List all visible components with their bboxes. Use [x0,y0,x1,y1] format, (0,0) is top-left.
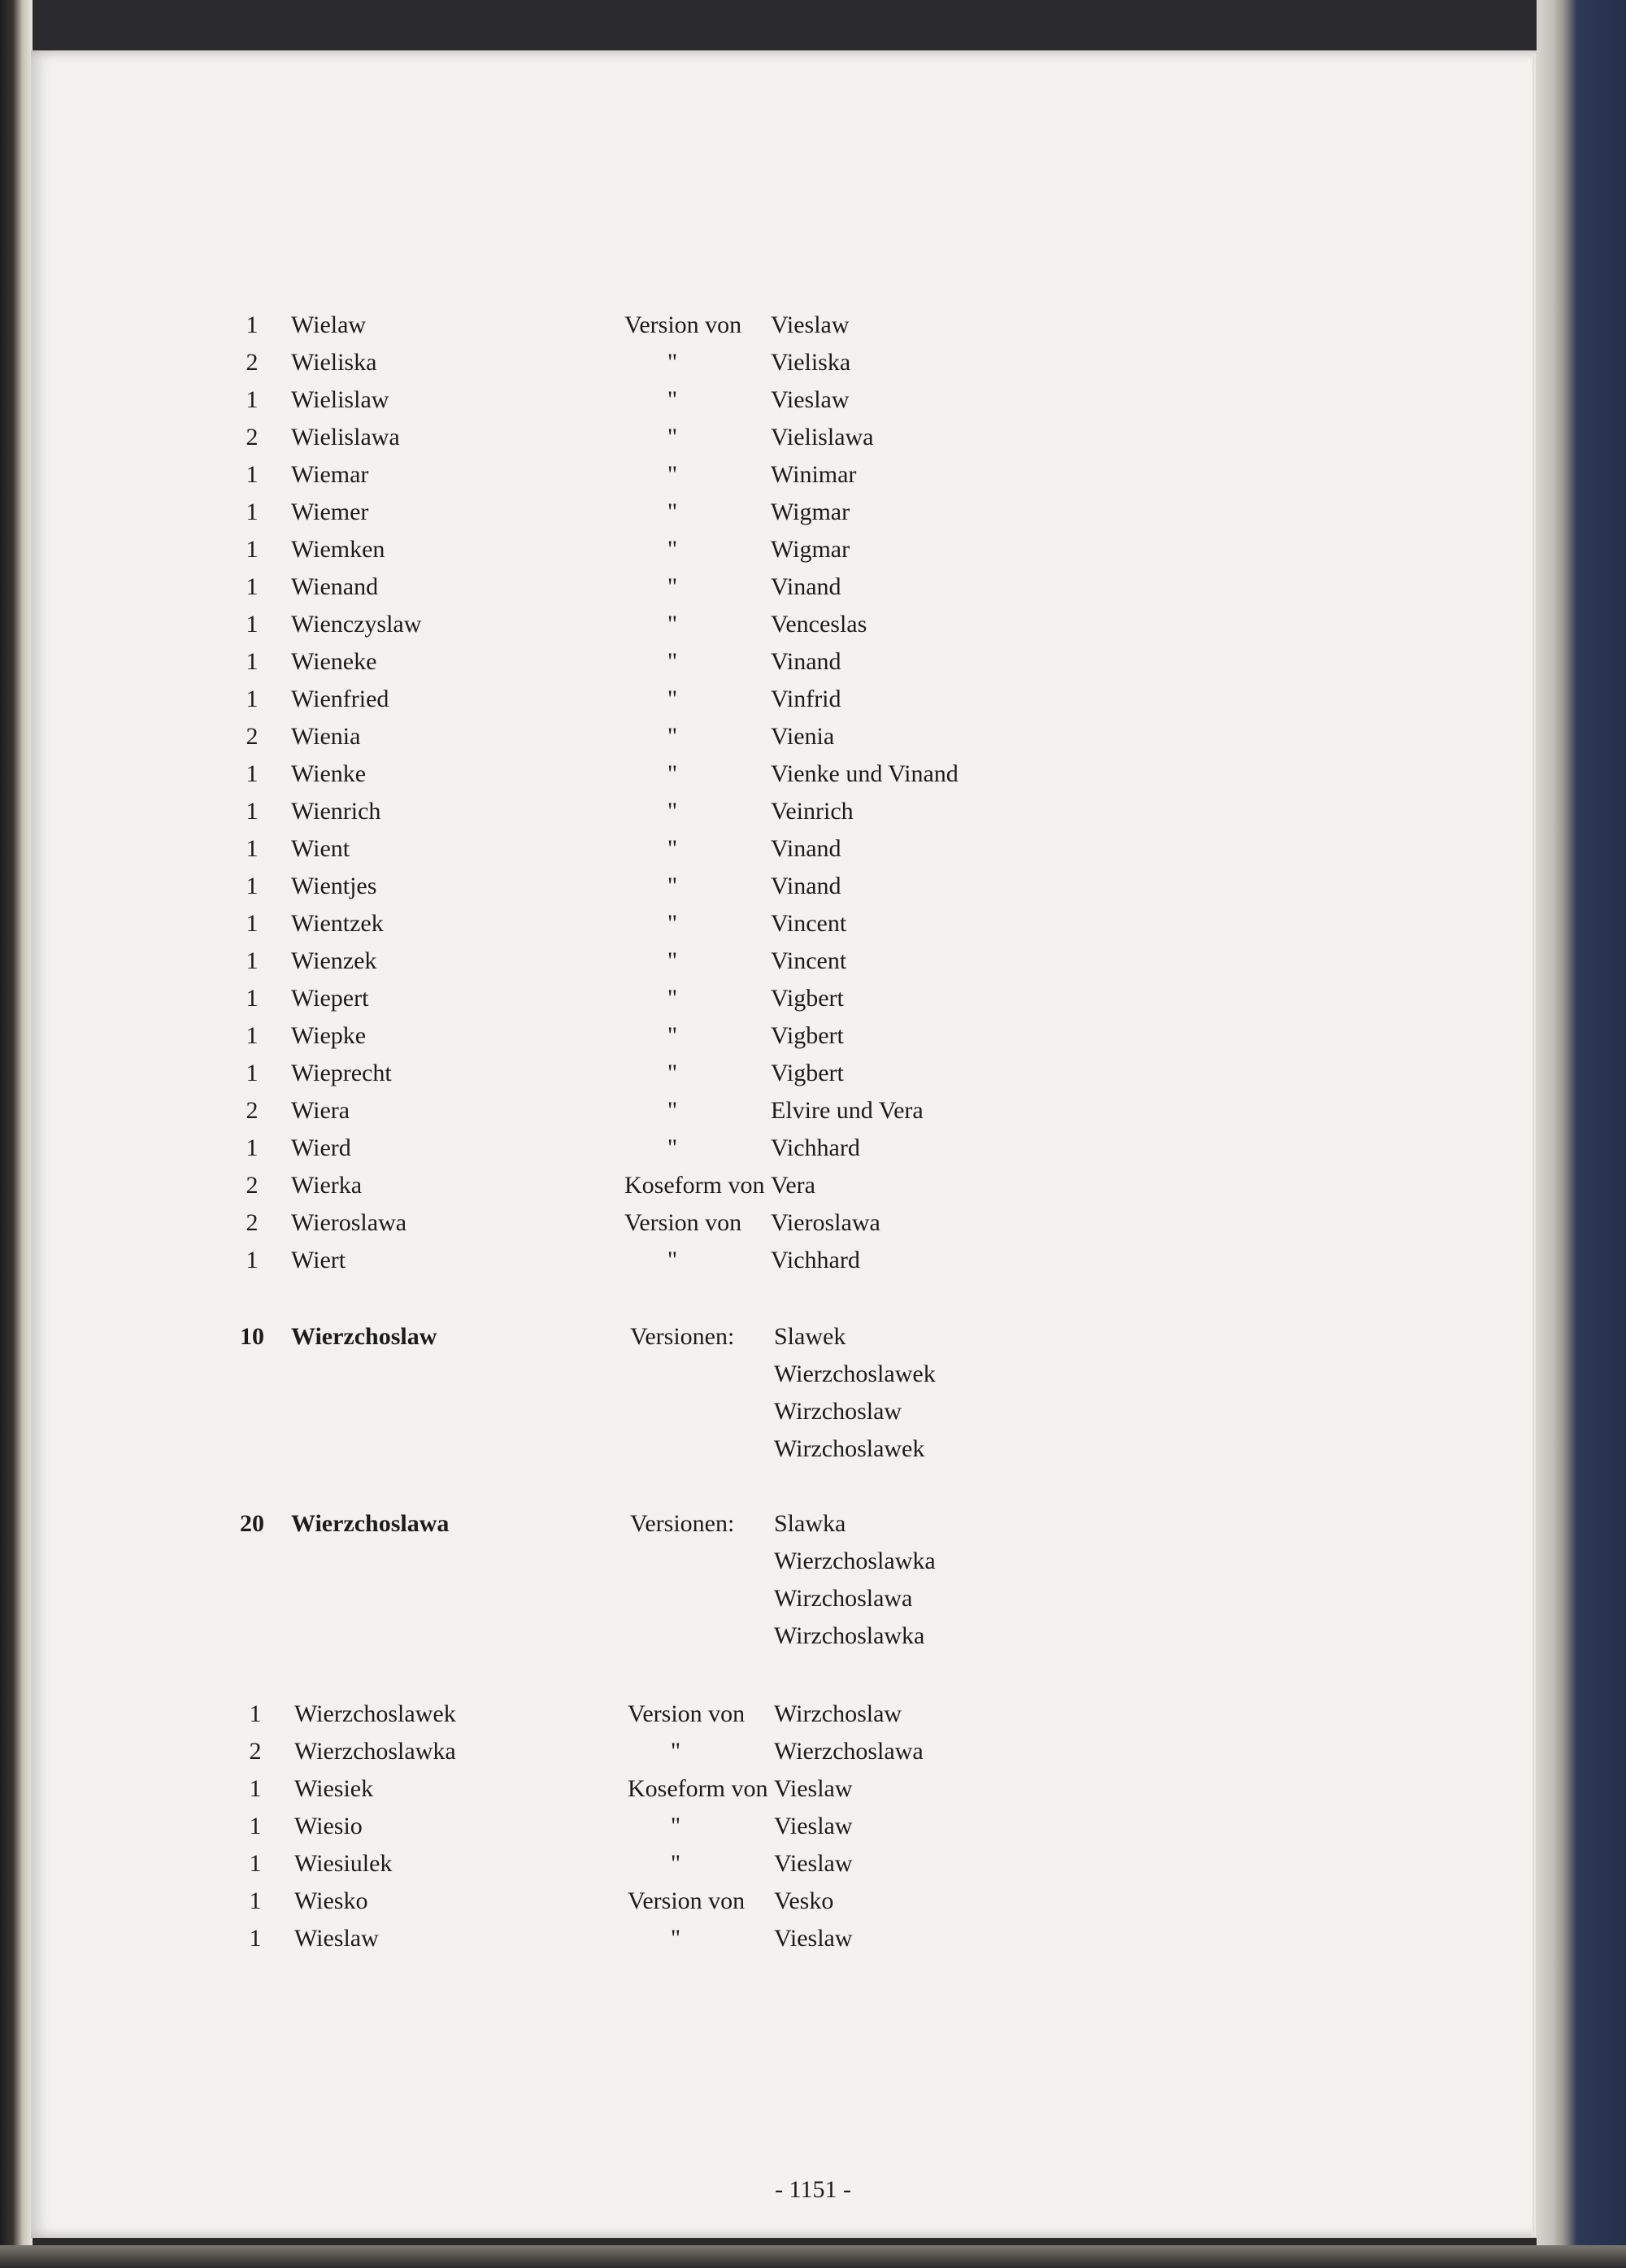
entry-count: 1 [246,947,259,974]
ditto-mark: " [670,1850,681,1877]
ditto-mark: " [667,835,678,862]
entry-name: Wiesiulek [294,1850,393,1877]
entry-target: Wigmar [771,498,850,525]
entry-count: 2 [246,424,259,451]
entry-name: Wienzek [291,947,377,974]
entry-count: 1 [246,536,259,563]
entry-version: Wirzchoslawka [774,1622,925,1649]
entry-count: 1 [246,611,259,638]
ditto-mark: " [667,386,678,413]
ditto-mark: " [670,1738,681,1765]
ditto-mark: " [670,1925,681,1952]
entry-name: Wiesiek [294,1775,374,1802]
entry-count: 1 [249,1775,262,1802]
entry-name: Wielislaw [291,386,389,413]
entry-count: 1 [246,873,259,899]
ditto-mark: " [667,873,678,899]
entry-relation: Version von [624,1209,742,1236]
entry-count: 1 [246,798,259,825]
entry-name: Wienfried [291,686,389,712]
entry-target: Vieliska [771,349,851,376]
entry-count: 2 [246,1097,259,1124]
entry-name: Wiemer [291,498,369,525]
entry-version: Wirzchoslawek [774,1435,925,1462]
entry-count: 1 [246,985,259,1012]
entry-name: Wieliska [291,349,377,376]
entry-relation: Versionen: [630,1510,735,1537]
entry-target: Vesko [774,1887,834,1914]
entry-target: Vinand [771,573,841,600]
entry-count: 1 [246,910,259,937]
entry-count: 2 [249,1738,262,1765]
entry-name: Wieroslawa [291,1209,407,1236]
entry-name: Wientjes [291,873,377,899]
ditto-mark: " [667,648,678,675]
entry-count: 1 [246,386,259,413]
entry-count: 1 [249,1850,262,1877]
entry-count: 1 [249,1925,262,1952]
entry-name: Wienrich [291,798,381,825]
entry-target: Vinand [771,873,841,899]
entry-target: Vieslaw [771,386,850,413]
entry-relation: Version von [628,1887,746,1914]
entry-target: Vinand [771,835,841,862]
entry-target: Vigbert [771,985,844,1012]
entry-name: Wiesio [294,1813,363,1839]
entry-relation: Version von [628,1700,746,1727]
entry-target: Vigbert [771,1022,844,1049]
ditto-mark: " [667,461,678,488]
entry-target: Vincent [771,910,847,937]
entry-name: Wierd [291,1134,351,1161]
entry-target: Vieslaw [774,1775,853,1802]
entry-count: 2 [246,1209,259,1236]
entry-count: 1 [246,498,259,525]
ditto-mark: " [667,498,678,525]
entry-target: Wierzchoslawa [774,1738,924,1765]
entry-name: Wienke [291,760,367,787]
entry-target: Elvire und Vera [771,1097,924,1124]
ditto-mark: " [667,723,678,750]
entry-target: Vienke und Vinand [771,760,959,787]
entry-count: 2 [246,723,259,750]
ditto-mark: " [667,573,678,600]
ditto-mark: " [667,985,678,1012]
ditto-mark: " [667,424,678,451]
entry-target: Vera [771,1172,815,1199]
entry-name: Wiesko [294,1887,368,1914]
entry-target: Vichhard [771,1247,860,1273]
entry-target: Vieslaw [771,311,850,338]
entry-target: Vienia [771,723,835,750]
entry-target: Vieslaw [774,1925,853,1952]
entry-name: Wierzchoslawka [294,1738,456,1765]
entry-relation: Version von [624,311,742,338]
entry-count: 10 [240,1323,264,1350]
entry-name: Wierzchoslaw [291,1323,437,1350]
entry-target: Vincent [771,947,847,974]
entry-count: 1 [246,835,259,862]
entry-count: 1 [246,311,259,338]
entry-name: Wient [291,835,350,862]
entry-count: 1 [246,648,259,675]
entry-target: Vielislawa [771,424,874,451]
entry-count: 1 [246,573,259,600]
entry-relation: Versionen: [630,1323,735,1350]
entry-name: Wiepert [291,985,369,1012]
entry-name: Wierka [291,1172,363,1199]
ditto-mark: " [667,798,678,825]
entry-target: Winimar [771,461,857,488]
entry-count: 2 [246,349,259,376]
entry-name: Wiemar [291,461,369,488]
entry-target: Vieroslawa [771,1209,880,1236]
entry-version: Wierzchoslawka [774,1548,936,1574]
ditto-mark: " [667,1022,678,1049]
entry-name: Wieneke [291,648,377,675]
entry-name: Wiemken [291,536,385,563]
entry-name: Wiert [291,1247,346,1273]
ditto-mark: " [667,1060,678,1086]
entry-target: Wigmar [771,536,850,563]
ditto-mark: " [667,536,678,563]
entry-count: 1 [246,1134,259,1161]
entry-count: 1 [246,461,259,488]
entry-name: Wiepke [291,1022,367,1049]
entry-version: Wirzchoslaw [774,1398,902,1425]
ditto-mark: " [667,1097,678,1124]
entry-count: 1 [246,1247,259,1273]
entry-count: 2 [246,1172,259,1199]
entry-target: Venceslas [771,611,867,638]
entry-target: Vinand [771,648,841,675]
entry-count: 1 [246,760,259,787]
ditto-mark: " [667,1134,678,1161]
entry-relation: Koseform von [624,1172,765,1199]
entry-count: 1 [249,1700,262,1727]
entry-target: Vieslaw [774,1813,853,1839]
ditto-mark: " [667,1247,678,1273]
entry-version: Slawka [774,1510,846,1537]
entry-name: Wienia [291,723,361,750]
entry-target: Wirzchoslaw [774,1700,902,1727]
entry-version: Wierzchoslawek [774,1360,936,1387]
entry-version: Wirzchoslawa [774,1585,913,1612]
ditto-mark: " [667,947,678,974]
entry-name: Wienczyslaw [291,611,422,638]
ditto-mark: " [667,349,678,376]
ditto-mark: " [667,686,678,712]
entry-relation: Koseform von [628,1775,768,1802]
ditto-mark: " [667,910,678,937]
entry-count: 1 [249,1813,262,1839]
entry-count: 20 [240,1510,264,1537]
entry-target: Vigbert [771,1060,844,1086]
entry-target: Vieslaw [774,1850,853,1877]
entry-name: Wienand [291,573,379,600]
ditto-mark: " [667,611,678,638]
entry-name: Wielislawa [291,424,400,451]
entry-name: Wiera [291,1097,350,1124]
entry-count: 1 [246,686,259,712]
entry-name: Wieslaw [294,1925,379,1952]
page-number: - 1151 - [775,2176,851,2203]
entry-count: 1 [246,1060,259,1086]
entry-version: Slawek [774,1323,846,1350]
ditto-mark: " [667,760,678,787]
entry-target: Veinrich [771,798,854,825]
ditto-mark: " [670,1813,681,1839]
entry-name: Wieprecht [291,1060,392,1086]
entry-name: Wielaw [291,311,367,338]
entry-target: Vichhard [771,1134,860,1161]
entry-count: 1 [249,1887,262,1914]
entry-target: Vinfrid [771,686,841,712]
entry-name: Wierzchoslawa [291,1510,450,1537]
entry-name: Wientzek [291,910,384,937]
entry-count: 1 [246,1022,259,1049]
entry-name: Wierzchoslawek [294,1700,456,1727]
